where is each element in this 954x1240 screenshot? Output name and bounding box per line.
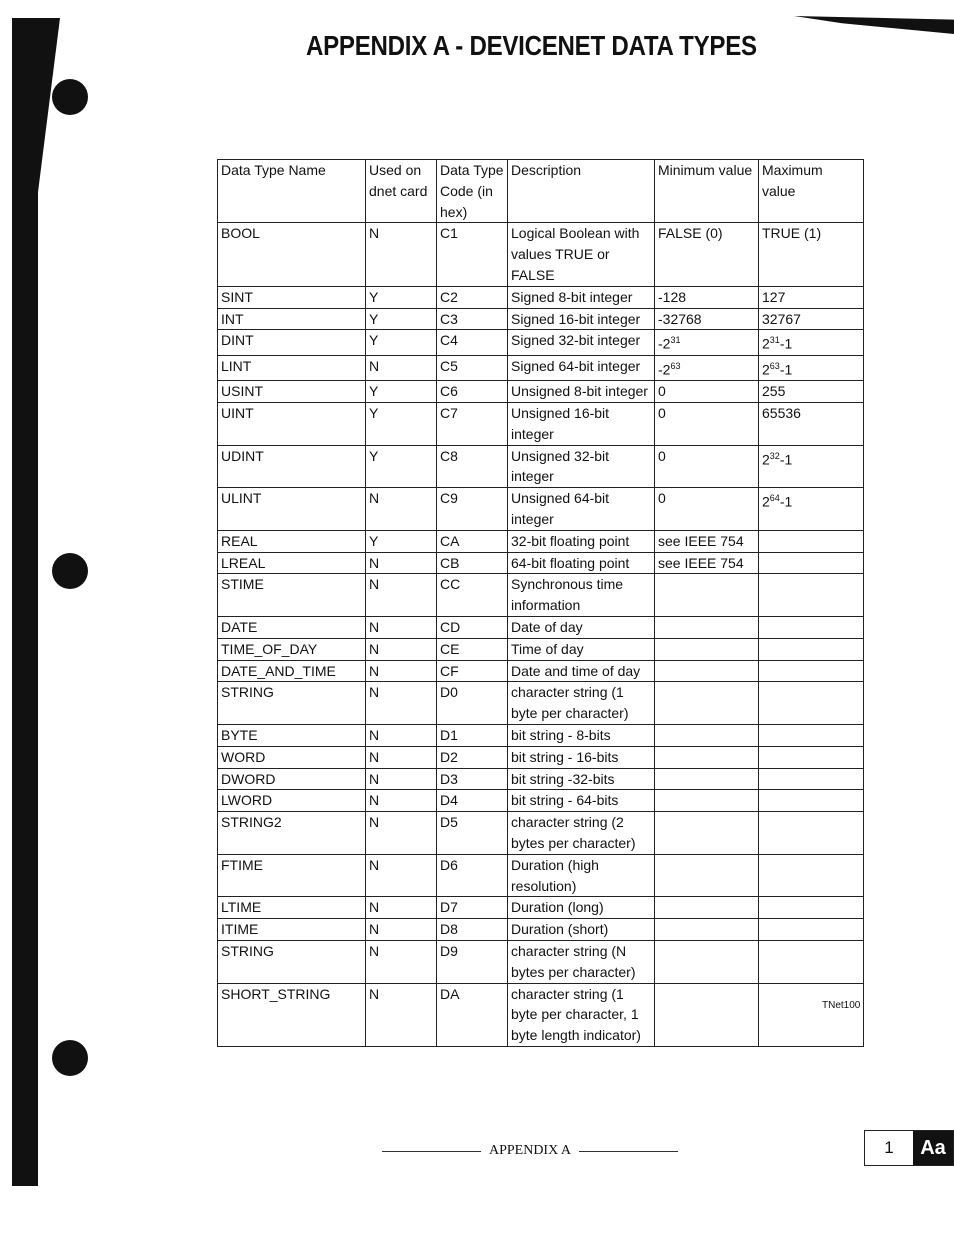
cell-type-code: C3	[437, 308, 508, 330]
cell-maximum-value	[759, 660, 864, 682]
cell-type-code: CF	[437, 660, 508, 682]
cell-minimum-value	[655, 854, 759, 897]
cell-data-type-name: LREAL	[218, 552, 366, 574]
cell-used-on-dnet: N	[366, 768, 437, 790]
cell-maximum-value: TRUE (1)	[759, 223, 864, 286]
table-row	[218, 660, 864, 682]
cell-minimum-value: see IEEE 754	[655, 552, 759, 574]
table-row	[218, 574, 864, 617]
table-header-row	[218, 160, 864, 223]
cell-maximum-value	[759, 552, 864, 574]
cell-used-on-dnet: N	[366, 355, 437, 380]
cell-used-on-dnet: Y	[366, 445, 437, 488]
cell-description: Time of day	[508, 638, 655, 660]
cell-minimum-value	[655, 617, 759, 639]
cell-minimum-value	[655, 790, 759, 812]
cell-type-code: D6	[437, 854, 508, 897]
cell-description: Logical Boolean with values TRUE or FALSE	[508, 223, 655, 286]
cell-minimum-value	[655, 919, 759, 941]
cell-maximum-value: 32767	[759, 308, 864, 330]
cell-description: character string (N bytes per character)	[508, 941, 655, 984]
cell-data-type-name: ITIME	[218, 919, 366, 941]
cell-minimum-value: 0	[655, 488, 759, 531]
cell-type-code: C5	[437, 355, 508, 380]
cell-minimum-value	[655, 768, 759, 790]
cell-data-type-name: DATE	[218, 617, 366, 639]
cell-maximum-value	[759, 897, 864, 919]
cell-used-on-dnet: N	[366, 725, 437, 747]
cell-maximum-value	[759, 919, 864, 941]
cell-used-on-dnet: N	[366, 660, 437, 682]
punch-hole-middle	[52, 553, 88, 589]
page-tab	[864, 1130, 954, 1166]
header-type-code: Data Type Code (in hex)	[437, 160, 508, 223]
cell-used-on-dnet: N	[366, 746, 437, 768]
footer-rule-left	[382, 1151, 481, 1152]
cell-description: 32-bit floating point	[508, 530, 655, 552]
footer-text: APPENDIX A	[488, 1143, 572, 1158]
table-row	[218, 854, 864, 897]
cell-minimum-value: FALSE (0)	[655, 223, 759, 286]
cell-type-code: D5	[437, 812, 508, 855]
cell-minimum-value	[655, 746, 759, 768]
cell-used-on-dnet: N	[366, 638, 437, 660]
cell-data-type-name: LTIME	[218, 897, 366, 919]
cell-data-type-name: STRING	[218, 682, 366, 725]
cell-type-code: D1	[437, 725, 508, 747]
cell-type-code: CB	[437, 552, 508, 574]
header-minimum-value: Minimum value	[655, 160, 759, 223]
cell-maximum-value	[759, 812, 864, 855]
cell-used-on-dnet: Y	[366, 330, 437, 355]
cell-data-type-name: REAL	[218, 530, 366, 552]
cell-minimum-value	[655, 574, 759, 617]
cell-description: bit string - 64-bits	[508, 790, 655, 812]
cell-data-type-name: INT	[218, 308, 366, 330]
cell-data-type-name: UINT	[218, 403, 366, 446]
cell-description: bit string - 8-bits	[508, 725, 655, 747]
page-number: 1	[865, 1131, 913, 1165]
cell-type-code: C8	[437, 445, 508, 488]
cell-description: bit string - 16-bits	[508, 746, 655, 768]
cell-description: 64-bit floating point	[508, 552, 655, 574]
table-row	[218, 725, 864, 747]
cell-description: Synchronous time information	[508, 574, 655, 617]
cell-description: bit string -32-bits	[508, 768, 655, 790]
cell-minimum-value: $-2^{31}$	[655, 330, 759, 355]
cell-minimum-value	[655, 682, 759, 725]
cell-description: Signed 32-bit integer	[508, 330, 655, 355]
cell-minimum-value: -32768	[655, 308, 759, 330]
cell-data-type-name: STRING2	[218, 812, 366, 855]
cell-maximum-value: 65536	[759, 403, 864, 446]
cell-data-type-name: SINT	[218, 286, 366, 308]
table-row	[218, 552, 864, 574]
cell-used-on-dnet: N	[366, 812, 437, 855]
cell-minimum-value: 0	[655, 403, 759, 446]
table-row	[218, 223, 864, 286]
cell-type-code: CD	[437, 617, 508, 639]
cell-description: Unsigned 64-bit integer	[508, 488, 655, 531]
cell-used-on-dnet: Y	[366, 403, 437, 446]
table-row	[218, 682, 864, 725]
cell-data-type-name: DWORD	[218, 768, 366, 790]
cell-used-on-dnet: N	[366, 854, 437, 897]
cell-description: Date of day	[508, 617, 655, 639]
cell-data-type-name: USINT	[218, 381, 366, 403]
figure-id: TNet100	[822, 1000, 861, 1011]
cell-description: Unsigned 16-bit integer	[508, 403, 655, 446]
cell-used-on-dnet: N	[366, 223, 437, 286]
cell-used-on-dnet: Y	[366, 308, 437, 330]
binder-edge-bar	[12, 18, 38, 1186]
corner-scan-mark	[794, 16, 954, 34]
cell-maximum-value: $2^{31}-1$	[759, 330, 864, 355]
cell-maximum-value	[759, 768, 864, 790]
cell-minimum-value: 0	[655, 381, 759, 403]
cell-type-code: D9	[437, 941, 508, 984]
cell-minimum-value	[655, 897, 759, 919]
cell-data-type-name: BOOL	[218, 223, 366, 286]
header-description: Description	[508, 160, 655, 223]
cell-type-code: C6	[437, 381, 508, 403]
table-row	[218, 381, 864, 403]
cell-used-on-dnet: Y	[366, 381, 437, 403]
table-row	[218, 355, 864, 380]
cell-minimum-value: $-2^{63}$	[655, 355, 759, 380]
cell-used-on-dnet: Y	[366, 530, 437, 552]
table-row	[218, 941, 864, 984]
cell-data-type-name: STIME	[218, 574, 366, 617]
cell-type-code: C2	[437, 286, 508, 308]
cell-used-on-dnet: N	[366, 897, 437, 919]
cell-type-code: D8	[437, 919, 508, 941]
table-row	[218, 790, 864, 812]
table-row	[218, 983, 864, 1046]
cell-type-code: C4	[437, 330, 508, 355]
cell-minimum-value: 0	[655, 445, 759, 488]
cell-minimum-value	[655, 638, 759, 660]
table-row	[218, 638, 864, 660]
cell-type-code: CE	[437, 638, 508, 660]
cell-description: Duration (high resolution)	[508, 854, 655, 897]
cell-description: Unsigned 32-bit integer	[508, 445, 655, 488]
cell-description: Unsigned 8-bit integer	[508, 381, 655, 403]
cell-data-type-name: DATE_AND_TIME	[218, 660, 366, 682]
cell-maximum-value	[759, 638, 864, 660]
cell-maximum-value	[759, 854, 864, 897]
cell-type-code: D0	[437, 682, 508, 725]
cell-description: Signed 16-bit integer	[508, 308, 655, 330]
table-row	[218, 403, 864, 446]
table-row	[218, 445, 864, 488]
cell-data-type-name: TIME_OF_DAY	[218, 638, 366, 660]
table-row	[218, 308, 864, 330]
cell-maximum-value	[759, 574, 864, 617]
table-row	[218, 286, 864, 308]
binder-edge-wedge	[36, 18, 60, 208]
cell-description: Date and time of day	[508, 660, 655, 682]
cell-type-code: D2	[437, 746, 508, 768]
cell-data-type-name: STRING	[218, 941, 366, 984]
cell-type-code: D3	[437, 768, 508, 790]
cell-used-on-dnet: Y	[366, 286, 437, 308]
cell-description: Duration (long)	[508, 897, 655, 919]
cell-maximum-value	[759, 682, 864, 725]
cell-maximum-value	[759, 941, 864, 984]
cell-maximum-value	[759, 746, 864, 768]
cell-minimum-value	[655, 660, 759, 682]
cell-data-type-name: FTIME	[218, 854, 366, 897]
cell-maximum-value: 127	[759, 286, 864, 308]
cell-used-on-dnet: N	[366, 941, 437, 984]
cell-used-on-dnet: N	[366, 574, 437, 617]
cell-minimum-value	[655, 941, 759, 984]
table-row	[218, 812, 864, 855]
table-row	[218, 768, 864, 790]
cell-used-on-dnet: N	[366, 617, 437, 639]
cell-description: character string (2 bytes per character)	[508, 812, 655, 855]
table-row	[218, 746, 864, 768]
punch-hole-bottom	[52, 1040, 88, 1076]
cell-type-code: DA	[437, 983, 508, 1046]
cell-minimum-value	[655, 725, 759, 747]
cell-used-on-dnet: N	[366, 919, 437, 941]
table-row	[218, 330, 864, 355]
header-data-type-name: Data Type Name	[218, 160, 366, 223]
cell-used-on-dnet: N	[366, 552, 437, 574]
cell-type-code: C7	[437, 403, 508, 446]
cell-maximum-value: $2^{64}-1$	[759, 488, 864, 531]
cell-data-type-name: ULINT	[218, 488, 366, 531]
cell-data-type-name: UDINT	[218, 445, 366, 488]
header-used-on-dnet: Used on dnet card	[366, 160, 437, 223]
punch-hole-top	[52, 79, 88, 115]
cell-maximum-value	[759, 983, 864, 1046]
header-maximum-value: Maximum value	[759, 160, 864, 223]
cell-description: Signed 8-bit integer	[508, 286, 655, 308]
cell-type-code: C9	[437, 488, 508, 531]
page-title: APPENDIX A - DEVICENET DATA TYPES	[306, 30, 757, 61]
cell-type-code: D4	[437, 790, 508, 812]
cell-used-on-dnet: N	[366, 790, 437, 812]
cell-used-on-dnet: N	[366, 682, 437, 725]
data-types-table	[217, 159, 864, 1047]
cell-type-code: D7	[437, 897, 508, 919]
cell-maximum-value: $2^{32}-1$	[759, 445, 864, 488]
cell-used-on-dnet: N	[366, 983, 437, 1046]
table-row	[218, 617, 864, 639]
cell-used-on-dnet: N	[366, 488, 437, 531]
cell-description: character string (1 byte per character, 1 byte length indicator)	[508, 983, 655, 1046]
cell-description: Signed 64-bit integer	[508, 355, 655, 380]
cell-maximum-value	[759, 617, 864, 639]
cell-data-type-name: LINT	[218, 355, 366, 380]
table-row	[218, 488, 864, 531]
cell-maximum-value	[759, 790, 864, 812]
footer-rule-right	[579, 1151, 678, 1152]
cell-description: Duration (short)	[508, 919, 655, 941]
cell-description: character string (1 byte per character)	[508, 682, 655, 725]
cell-maximum-value: $2^{63}-1$	[759, 355, 864, 380]
cell-maximum-value: 255	[759, 381, 864, 403]
cell-maximum-value	[759, 725, 864, 747]
cell-maximum-value	[759, 530, 864, 552]
cell-type-code: CA	[437, 530, 508, 552]
table-row	[218, 897, 864, 919]
cell-minimum-value	[655, 983, 759, 1046]
cell-data-type-name: BYTE	[218, 725, 366, 747]
cell-data-type-name: DINT	[218, 330, 366, 355]
section-tab-label: Aa	[913, 1131, 953, 1165]
table-row	[218, 919, 864, 941]
page-footer	[382, 1143, 678, 1159]
cell-data-type-name: WORD	[218, 746, 366, 768]
cell-type-code: CC	[437, 574, 508, 617]
cell-minimum-value: -128	[655, 286, 759, 308]
cell-data-type-name: LWORD	[218, 790, 366, 812]
cell-type-code: C1	[437, 223, 508, 286]
cell-minimum-value: see IEEE 754	[655, 530, 759, 552]
cell-minimum-value	[655, 812, 759, 855]
table-row	[218, 530, 864, 552]
cell-data-type-name: SHORT_STRING	[218, 983, 366, 1046]
